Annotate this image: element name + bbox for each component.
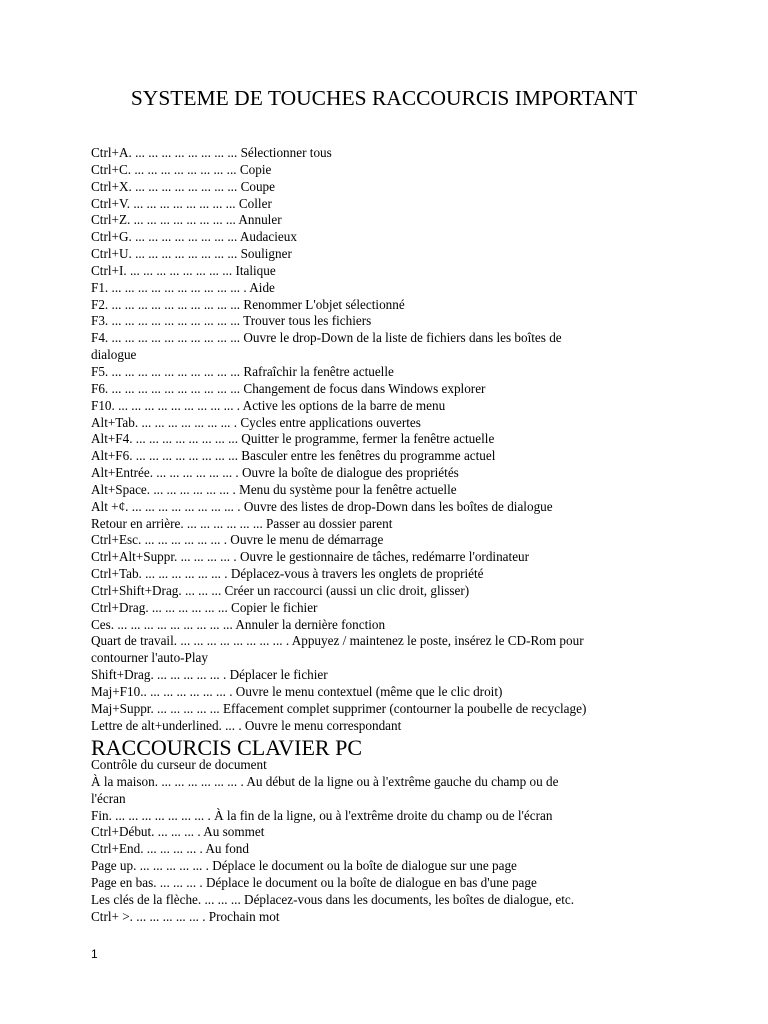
list-item: Ctrl+Z. ... ... ... ... ... ... ... ... Annuler [91, 212, 282, 228]
list-item: Ctrl+Tab. ... ... ... ... ... ... . Déplacez-vous à travers les onglets de propriété [91, 566, 484, 582]
shortcut-list [91, 145, 691, 735]
list-item: Ctrl+Esc. ... ... ... ... ... ... . Ouvre le menu de démarrage [91, 532, 384, 548]
list-item: Lettre de alt+underlined. ... . Ouvre le menu correspondant [91, 717, 402, 733]
list-item: F5. ... ... ... ... ... ... ... ... ... ... Rafraîchir la fenêtre actuelle [91, 363, 394, 379]
list-item: dialogue [91, 347, 137, 363]
list-item: Ces. ... ... ... ... ... ... ... ... ... Annuler la dernière fonction [91, 616, 386, 632]
list-item: Maj+F10.. ... ... ... ... ... ... . Ouvre le menu contextuel (même que le clic droit) [91, 684, 503, 699]
list-item: Alt+F6. ... ... ... ... ... ... ... ... Basculer entre les fenêtres du programme actuel [91, 448, 496, 464]
list-item: l'écran [91, 790, 126, 806]
pc-shortcut-list [91, 757, 691, 925]
list-item: Ctrl+X. ... ... ... ... ... ... ... ... Coupe [91, 178, 276, 194]
list-item: Alt+Space. ... ... ... ... ... ... . Menu du système pour la fenêtre actuelle [91, 481, 457, 497]
list-item: Ctrl+ >. ... ... ... ... ... . Prochain mot [91, 908, 280, 924]
page-number: 1 [91, 947, 98, 961]
list-item: F1. ... ... ... ... ... ... ... ... ... ... . Aide [91, 279, 275, 295]
list-item: Ctrl+V. ... ... ... ... ... ... ... ... Coller [91, 195, 272, 211]
list-item: Ctrl+G. ... ... ... ... ... ... ... ... Audacieux [91, 229, 297, 245]
section-heading: RACCOURCIS CLAVIER PC [91, 735, 362, 760]
list-item: Shift+Drag. ... ... ... ... ... . Déplacer le fichier [91, 667, 328, 683]
list-item: Retour en arrière. ... ... ... ... ... ... Passer au dossier parent [91, 515, 393, 531]
list-item: F10. ... ... ... ... ... ... ... ... ... . Active les options de la barre de menu [91, 397, 446, 413]
list-item: Ctrl+C. ... ... ... ... ... ... ... ... Copie [91, 161, 272, 177]
list-item: Page up. ... ... ... ... ... . Déplace le document ou la boîte de dialogue sur une page [91, 858, 517, 874]
list-item: Ctrl+I. ... ... ... ... ... ... ... ... Italique [91, 262, 276, 278]
list-item: Ctrl+U. ... ... ... ... ... ... ... ... Souligner [91, 246, 292, 262]
list-item: Alt+Tab. ... ... ... ... ... ... ... . Cycles entre applications ouvertes [91, 414, 421, 430]
list-item: Fin. ... ... ... ... ... ... ... . À la fin de la ligne, ou à l'extrême droite du champ ou de l'écran [91, 807, 553, 823]
list-item: Ctrl+Alt+Suppr. ... ... ... ... . Ouvre le gestionnaire de tâches, redémarre l'ordinateur [91, 549, 530, 565]
list-item: Ctrl+Drag. ... ... ... ... ... ... Copier le fichier [91, 599, 318, 615]
list-item: Maj+Suppr. ... ... ... ... ... Effacement complet supprimer (contourner la poubelle de recyclage) [91, 700, 587, 716]
list-item: Contrôle du curseur de document [91, 757, 267, 772]
list-item: Ctrl+A. ... ... ... ... ... ... ... ... Sélectionner tous [91, 145, 332, 160]
list-item: Alt+Entrée. ... ... ... ... ... ... . Ouvre la boîte de dialogue des propriétés [91, 465, 459, 481]
list-item: contourner l'auto-Play [91, 650, 209, 666]
list-item: Page en bas. ... ... ... . Déplace le document ou la boîte de dialogue en bas d'une page [91, 874, 537, 890]
list-item: F4. ... ... ... ... ... ... ... ... ... ... Ouvre le drop-Down de la liste de fichiers dans les boîtes de [91, 330, 562, 346]
list-item: Ctrl+End. ... ... ... ... . Au fond [91, 841, 249, 857]
list-item: Les clés de la flèche. ... ... ... Déplacez-vous dans les documents, les boîtes de dialogue, etc. [91, 891, 575, 907]
page-title: SYSTEME DE TOUCHES RACCOURCIS IMPORTANT [130, 86, 638, 110]
list-item: Alt +¢. ... ... ... ... ... ... ... ... . Ouvre des listes de drop-Down dans les boîtes de dialogue [91, 498, 553, 514]
list-item: Alt+F4. ... ... ... ... ... ... ... ... Quitter le programme, fermer la fenêtre actuelle [91, 431, 495, 447]
list-item: Ctrl+Shift+Drag. ... ... ... Créer un raccourci (aussi un clic droit, glisser) [91, 582, 470, 598]
list-item: À la maison. ... ... ... ... ... ... . Au début de la ligne ou à l'extrême gauche du champ ou de [91, 773, 559, 789]
list-item: Ctrl+Début. ... ... ... . Au sommet [91, 824, 265, 840]
list-item: F3. ... ... ... ... ... ... ... ... ... ... Trouver tous les fichiers [91, 313, 372, 329]
list-item: Quart de travail. ... ... ... ... ... ... ... ... . Appuyez / maintenez le poste, insérez le CD-Rom pour [91, 633, 584, 649]
list-item: F6. ... ... ... ... ... ... ... ... ... ... Changement de focus dans Windows explorer [91, 380, 486, 396]
list-item: F2. ... ... ... ... ... ... ... ... ... ... Renommer L'objet sélectionné [91, 296, 405, 312]
